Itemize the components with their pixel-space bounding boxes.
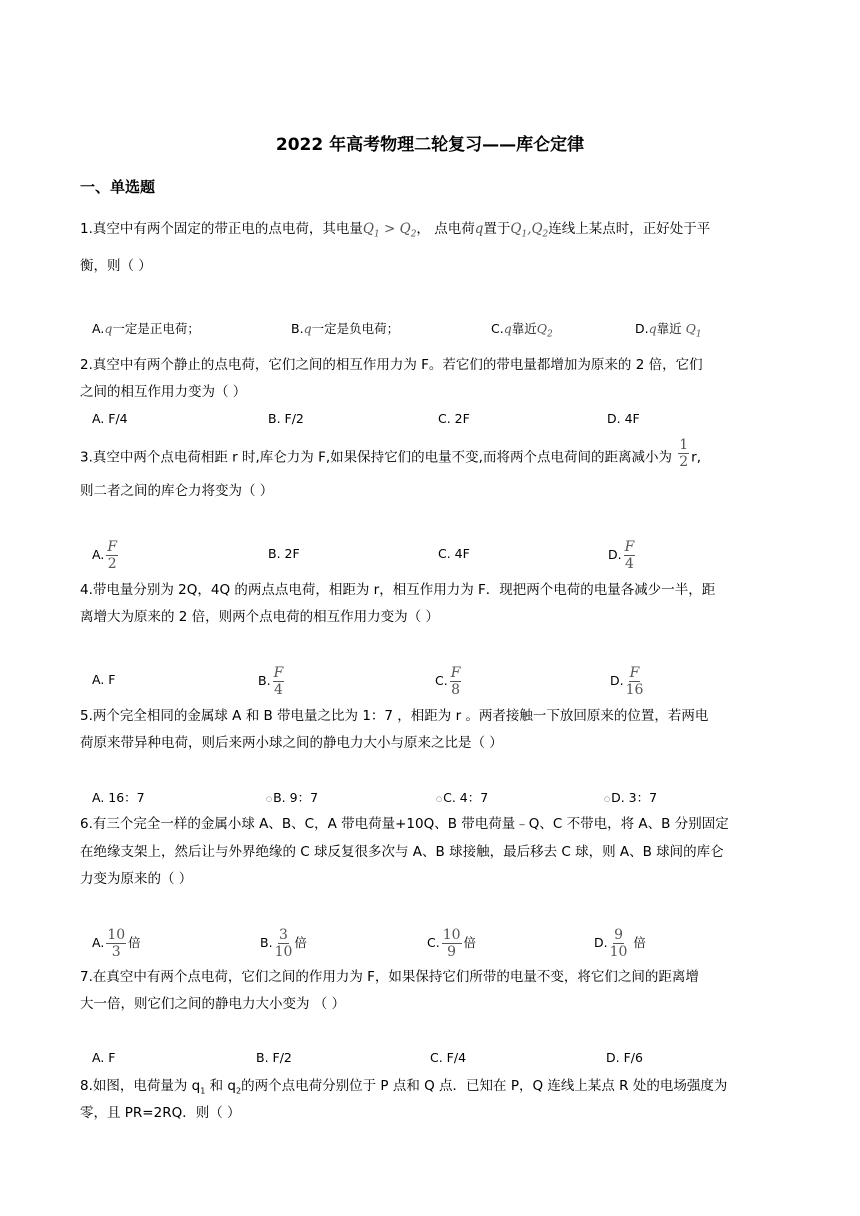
q2-option-c[interactable]: C. 2F (438, 411, 470, 426)
math-Q2: Q (399, 221, 411, 237)
bullet-icon: ○ (266, 794, 273, 803)
q3-option-b[interactable]: B. 2F (268, 546, 300, 561)
q6-option-d[interactable]: D. $\frac{9}{10}$ 倍 (594, 927, 646, 960)
math-Q1: Q (362, 221, 374, 237)
q7-option-a[interactable]: A. F (92, 1050, 116, 1065)
q5-line2: 荷原来带异种电荷，则后来两小球之间的静电力大小与原来之比是（ ） (80, 735, 503, 751)
q7-option-d[interactable]: D. F/6 (606, 1050, 643, 1065)
q6-line3: 力变为原来的（ ） (80, 871, 193, 887)
q4-option-c[interactable]: C. $\frac{F}{8}$ (435, 665, 461, 698)
q5-option-c[interactable]: ○C. 4：7 (436, 790, 489, 805)
q4-option-a[interactable]: A. F (92, 672, 116, 687)
q6-option-b[interactable]: B. $\frac{3}{10}$ 倍 (260, 927, 307, 960)
bullet-icon: ○ (436, 794, 443, 803)
q5-option-b[interactable]: ○B. 9：7 (266, 790, 319, 805)
q5-option-d[interactable]: ○D. 3：7 (604, 790, 658, 805)
q4-option-d[interactable]: D. $\frac{F}{16}$ (610, 665, 644, 698)
q5-options (92, 784, 782, 812)
fraction-one-half: $\frac{1}{2}$ (679, 437, 689, 470)
q1-line2: 衡，则（ ） (80, 258, 152, 274)
q2-option-d[interactable]: D. 4F (607, 411, 640, 426)
q1-option-d[interactable]: D.q靠近 $Q_1$ (635, 321, 702, 340)
q1-options (92, 315, 782, 343)
q6-option-a[interactable]: A. $\frac{10}{3}$ 倍 (92, 927, 141, 960)
q3-option-a[interactable]: A. $\frac{F}{2}$ (92, 539, 118, 572)
q5-option-a[interactable]: A. 16：7 (92, 790, 145, 805)
q6-line1: 6.有三个完全一样的金属小球 A、B、C，A 带电荷量+10Q、B 带电荷量﹣Q、C 不带电，将 A、B 分别固定 (80, 816, 729, 832)
q6-line2: 在绝缘支架上，然后让与外界绝缘的 C 球反复很多次与 A、B 球接触，最后移去 C 球，则 A、B 球间的库仑 (80, 844, 724, 860)
q6-option-c[interactable]: C. $\frac{10}{9}$ 倍 (427, 927, 477, 960)
q4-options (92, 665, 782, 698)
math-q: q (474, 221, 484, 237)
q4-line1: 4.带电量分别为 2Q，4Q 的两点点电荷，相距为 r，相互作用力为 F．现把两个电荷的电量各减少一半，距 (80, 582, 716, 598)
q3-option-c[interactable]: C. 4F (438, 546, 470, 561)
bullet-icon: ○ (604, 794, 611, 803)
q4-option-b[interactable]: B. $\frac{F}{4}$ (258, 665, 284, 698)
q3-options (92, 539, 782, 572)
q6-options (92, 927, 782, 960)
q1-option-c[interactable]: C.q靠近$Q_2$ (491, 321, 553, 340)
q2-option-b[interactable]: B. F/2 (268, 411, 304, 426)
q3-option-d[interactable]: D. $\frac{F}{4}$ (608, 539, 635, 572)
q2-options (92, 405, 782, 433)
q7-line2: 大一倍，则它们之间的静电力大小变为 （ ） (80, 996, 346, 1012)
q7-line1: 7.在真空中有两个点电荷，它们之间的作用力为 F，如果保持它们所带的电量不变，将它们之间的距离增 (80, 969, 699, 985)
q3-line2: 则二者之间的库仑力将变为（ ） (80, 483, 274, 499)
q4-line2: 离增大为原来的 2 倍，则两个点电荷的相互作用力变为（ ） (80, 609, 439, 625)
q1-option-a[interactable]: A.q一定是正电荷； (92, 321, 200, 336)
q2-line1: 2.真空中有两个静止的点电荷，它们之间的相互作用力为 F。若它们的带电量都增加为原来的 2 倍，它们 (80, 357, 703, 373)
q8-line2: 零，且 PR=2RQ．则（ ） (80, 1105, 241, 1121)
q2-line2: 之间的相互作用力变为（ ） (80, 384, 247, 400)
q3-line1: 3.真空中两个点电荷相距 r 时,库仑力为 F,如果保持它们的电量不变,而将两个点电荷间的距离减小为 $\frac{1}{2}$ r, (80, 437, 702, 470)
section-heading: 一、单选题 (80, 178, 156, 196)
q7-option-c[interactable]: C. F/4 (430, 1050, 467, 1065)
q7-option-b[interactable]: B. F/2 (256, 1050, 292, 1065)
q2-option-a[interactable]: A. F/4 (92, 411, 128, 426)
q1-option-b[interactable]: B.q一定是负电荷； (291, 321, 400, 336)
q7-options (92, 1044, 782, 1072)
q1-line1: 1.真空中有两个固定的带正电的点电荷，其电量$Q_1 > Q_2$， 点电荷q置于$Q_1,Q_2$连线上某点时，正好处于平 (80, 221, 711, 240)
q5-line1: 5.两个完全相同的金属球 A 和 B 带电量之比为 1：7 ，相距为 r 。两者接触一下放回原来的位置，若两电 (80, 708, 709, 724)
page-title: 2022 年高考物理二轮复习——库仑定律 (275, 135, 585, 155)
q8-line1: 8.如图，电荷量为 $q_1$ 和 $q_2$的两个点电荷分别位于 P 点和 Q 点．已知在 P，Q 连线上某点 R 处的电场强度为 (80, 1078, 728, 1096)
